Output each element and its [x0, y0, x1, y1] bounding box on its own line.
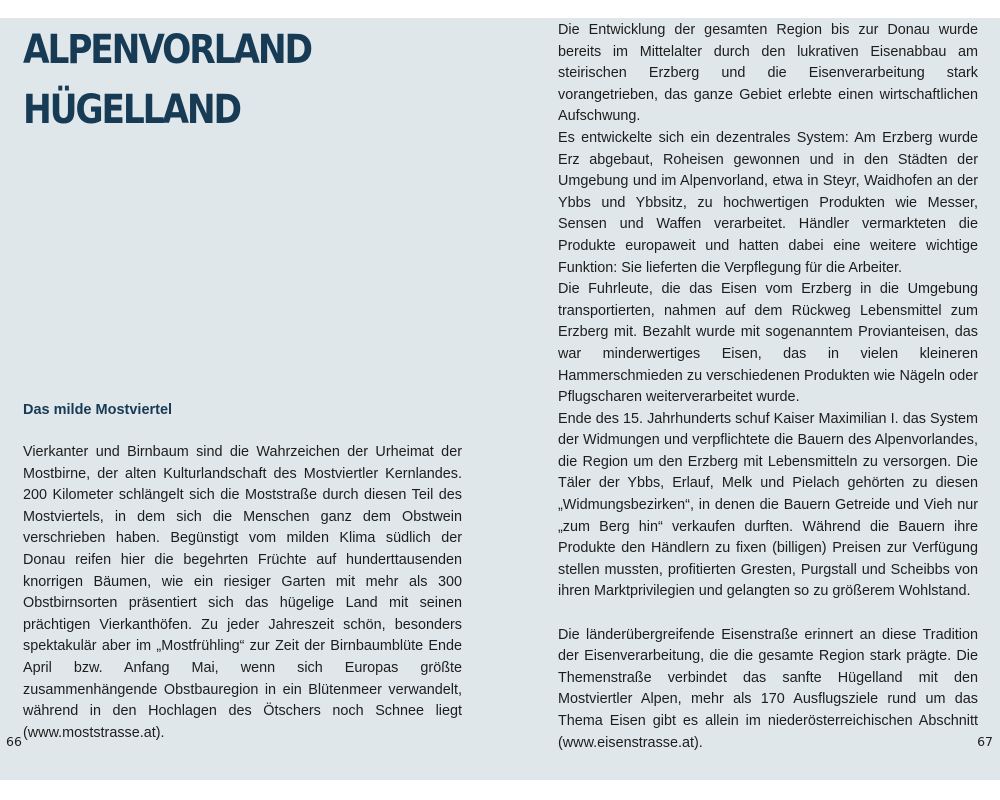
book-spread — [0, 18, 1000, 780]
right-paragraph-3: Die Fuhrleute, die das Eisen vom Erzberg in die Umgebung transportierten, nahmen auf dem Rückweg Lebensmittel zum Erzberg mit. Bezahlt wurde mit sogenanntem Provianteisen, das war minderwertiges Eisen, das in vielen kleineren Hammerschmieden zu verschiedenen Produkten wie Nägeln oder Pflugscharen weiterverarbeitet wurde. — [558, 281, 978, 406]
page-title — [23, 20, 311, 140]
page-number-right: 67 — [977, 734, 993, 749]
right-paragraph-4: Ende des 15. Jahrhunderts schuf Kaiser Maximilian I. das System der Widmungen und verpflichtete die Bauern des Alpenvorlandes, die Region um den Erzberg mit Lebensmitteln zu versorgen. Die Täler der Ybbs, Erlauf, Melk und Pielach gehörten zu diesen „Widmungsbezirken“, in denen die Bauern Getreide und Vieh nur „zum Berg hin“ verkaufen durften. Während die Bauern ihre Produkte den Händlern zu fixen (billigen) Preisen zur Verfügung stellen mussten, profitierten Gresten, Purgstall und Scheibbs von ihren Marktprivilegien und gelangten so zu größerem Wohlstand. — [558, 410, 978, 600]
right-page — [500, 18, 1000, 780]
left-body-paragraph: Vierkanter und Birnbaum sind die Wahrzeichen der Urheimat der Mostbirne, der alten Kulturlandschaft des Mostviertler Kernlandes. 200 Kilometer schlängelt sich die Moststraße durch diesen Teil des Mostviertels, in dem sich die Menschen ganz dem Obstwein verschrieben haben. Begünstigt vom milden Klima südlich der Donau reifen hier die begehrten Früchte auf hunderttausenden knorrigen Bäumen, wie ein riesiger Garten mit mehr als 300 Obstbirnsorten präsentiert sich das hügelige Land mit seinen prächtigen Vierkanthöfen. Zu jeder Jahreszeit schön, besonders spektakulär aber im „Mostfrühling“ zur Zeit der Birnbaumblüte Ende April bzw. Anfang Mai, wenn sich Europas größte zusammenhängende Obstbauregion in ein Blütenmeer verwandelt, während in den Hochlagen des Ötschers noch Schnee liegt (www.moststrasse.at). — [23, 444, 462, 741]
right-body-text — [558, 20, 978, 754]
page-number-left: 66 — [6, 734, 22, 749]
right-paragraph-5: Die länderübergreifende Eisenstraße erinnert an diese Tradition der Eisenverarbeitung, die die gesamte Region stark prägte. Die Themenstraße verbindet das sanfte Hügelland mit den Mostviertler Alpen, mehr als 170 Ausflugsziele rund um das Thema Eisen gibt es allein im niederösterreichischen Abschnitt (www.eisenstrasse.at). — [558, 626, 978, 751]
title-line-2: HÜGELLAND — [23, 87, 240, 133]
left-page — [0, 18, 500, 780]
right-paragraph-2: Es entwickelte sich ein dezentrales System: Am Erzberg wurde Erz abgebaut, Roheisen gewonnen und in den Städten der Umgebung und im Alpenvorland, etwa in Steyr, Waidhofen an der Ybbs und Ybbsitz, zu hochwertigen Produkten wie Messer, Sensen und Waffen verarbeitet. Händler vermarkteten die Produkte europaweit und hatten dabei eine weitere wichtige Funktion: Sie lieferten die Verpflegung für die Arbeiter. — [558, 129, 978, 276]
right-paragraph-1: Die Entwicklung der gesamten Region bis zur Donau wurde bereits im Mittelalter durch den lukrativen Eisenabbau am steirischen Erzberg und die Eisenverarbeitung stark vorangetrieben, das ganze Gebiet erlebte einen wirtschaftlichen Aufschwung. — [558, 22, 978, 125]
title-line-1: ALPENVORLAND — [23, 27, 311, 73]
section-subheading: Das milde Mostviertel — [23, 402, 173, 418]
